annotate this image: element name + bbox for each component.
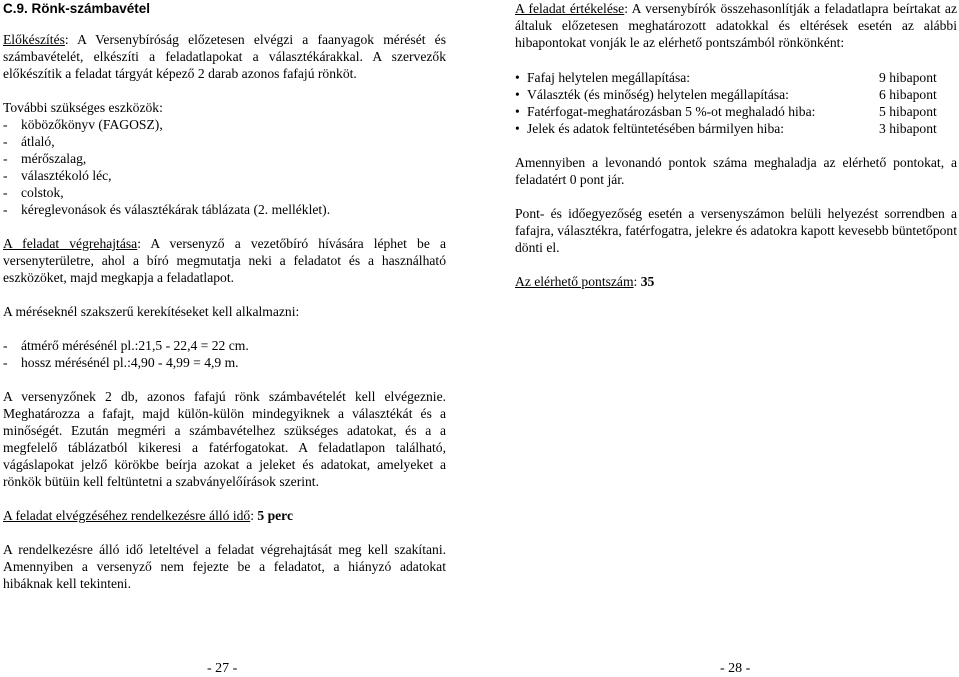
list-item: - átlaló,	[3, 134, 55, 149]
penalty-item: • Választék (és minőség) helytelen megállapítása: 6 hibapont	[515, 87, 937, 102]
execution-text: : A versenyző a vezetőbíró hívására léphet be a versenyterületre, ahol a bíró megmutatja neki a feladatot és a használható eszközöket, majd megkapja a feladatlapot.	[3, 236, 446, 285]
execution-paragraph	[3, 235, 446, 286]
list-item: - colstok,	[3, 185, 64, 200]
section-title: C.9. Rönk-számbavétel	[3, 1, 151, 16]
right-page	[515, 0, 957, 290]
list-item: - mérőszalag,	[3, 151, 87, 166]
preparation-paragraph	[3, 31, 446, 82]
time-label: A feladat elvégzéséhez rendelkezésre álló idő	[3, 508, 251, 523]
score-value: 35	[640, 274, 655, 289]
bullet-icon: •	[515, 121, 520, 136]
time-paragraph: A feladat elvégzéséhez rendelkezésre álló idő: 5 perc	[3, 508, 294, 523]
bullet-icon: •	[515, 70, 520, 85]
evaluation-paragraph	[515, 0, 957, 51]
list-item: - hossz mérésénél pl.:4,90 - 4,99 = 4,9 m.	[3, 355, 239, 370]
page-number-right: - 28 -	[720, 661, 751, 676]
left-page	[3, 0, 446, 592]
tie-paragraph: Pont- és időegyezőség esetén a versenyszámon belüli helyezést sorrendben a fafajra, választékra, fatérfogatra, jelekre és adatokra kapott kevesebb büntetőpont dönti el.	[515, 206, 957, 255]
execution-label: A feladat végrehajtása	[3, 236, 138, 251]
score-label: Az elérhető pontszám	[515, 274, 634, 289]
bullet-icon: •	[515, 104, 520, 119]
list-item: - kéreglevonások és választékárak táblázata (2. melléklet).	[3, 202, 331, 217]
score-paragraph: Az elérhető pontszám: 35	[515, 274, 655, 289]
list-item: - átmérő mérésénél pl.:21,5 - 22,4 = 22 cm.	[3, 338, 249, 353]
bullet-icon: •	[515, 87, 520, 102]
tools-title: További szükséges eszközök:	[3, 100, 163, 115]
evaluation-text: : A versenybírók összehasonlítják a feladatlapra beírtakat az általuk előzetesen meghatározott adatokkal és eltérések esetén az alábbi hibapontokat vonják le az elérhető pontszámból rönkönként:	[515, 1, 957, 50]
task-paragraph: A versenyzőnek 2 db, azonos fafajú rönk számbavételét kell elvégeznie. Meghatározza a fafajt, majd külön-külön mindegyiknek a választékát és a minőségét. Ezután megméri a számbavételhez szükséges adatokat, és a a megfelelő táblázatból kikeresi a fatérfogatokat. A feladatlapon található, vágáslapokat jelző körökbe beírja azokat a jeleket és adatokat, amelyeket a rönkök bütüin kell feltüntetni a szabványelőírások szerint.	[3, 389, 446, 489]
preparation-label: Előkészítés	[3, 32, 65, 47]
rounding-list	[3, 337, 446, 371]
final-paragraph: A rendelkezésre álló idő leteltével a feladat végrehajtását meg kell szakítani. Amennyiben a versenyző nem fejezte be a feladatot, a hiányzó adatokat hibáknak kell tekinteni.	[3, 542, 446, 591]
list-item: - köbözőkönyv (FAGOSZ),	[3, 117, 163, 132]
list-item: - választékoló léc,	[3, 168, 112, 183]
penalty-item: • Fafaj helytelen megállapítása: 9 hibapont	[515, 70, 937, 85]
evaluation-label: A feladat értékelése	[515, 1, 625, 16]
rounding-paragraph: A méréseknél szakszerű kerekítéseket kell alkalmazni:	[3, 304, 300, 319]
preparation-text: : A Versenybíróság előzetesen elvégzi a faanyagok mérését és számbavételét, elkészíti a feladatlapokat a választékárakkal. A szervezők előkészítik a feladat tárgyát képező 2 darab azonos fafajú rönköt.	[3, 32, 446, 81]
deduction-paragraph: Amennyiben a levonandó pontok száma meghaladja az elérhető pontokat, a feladatért 0 pont jár.	[515, 155, 957, 187]
penalty-item: • Jelek és adatok feltüntetésében bármilyen hiba: 3 hibapont	[515, 121, 937, 136]
time-value: 5 perc	[257, 508, 294, 523]
tools-list	[3, 116, 446, 218]
penalty-item: • Fatérfogat-meghatározásban 5 %-ot meghaladó hiba: 5 hibapont	[515, 104, 937, 119]
page-number-left: - 27 -	[207, 661, 238, 676]
penalty-list	[515, 69, 957, 137]
